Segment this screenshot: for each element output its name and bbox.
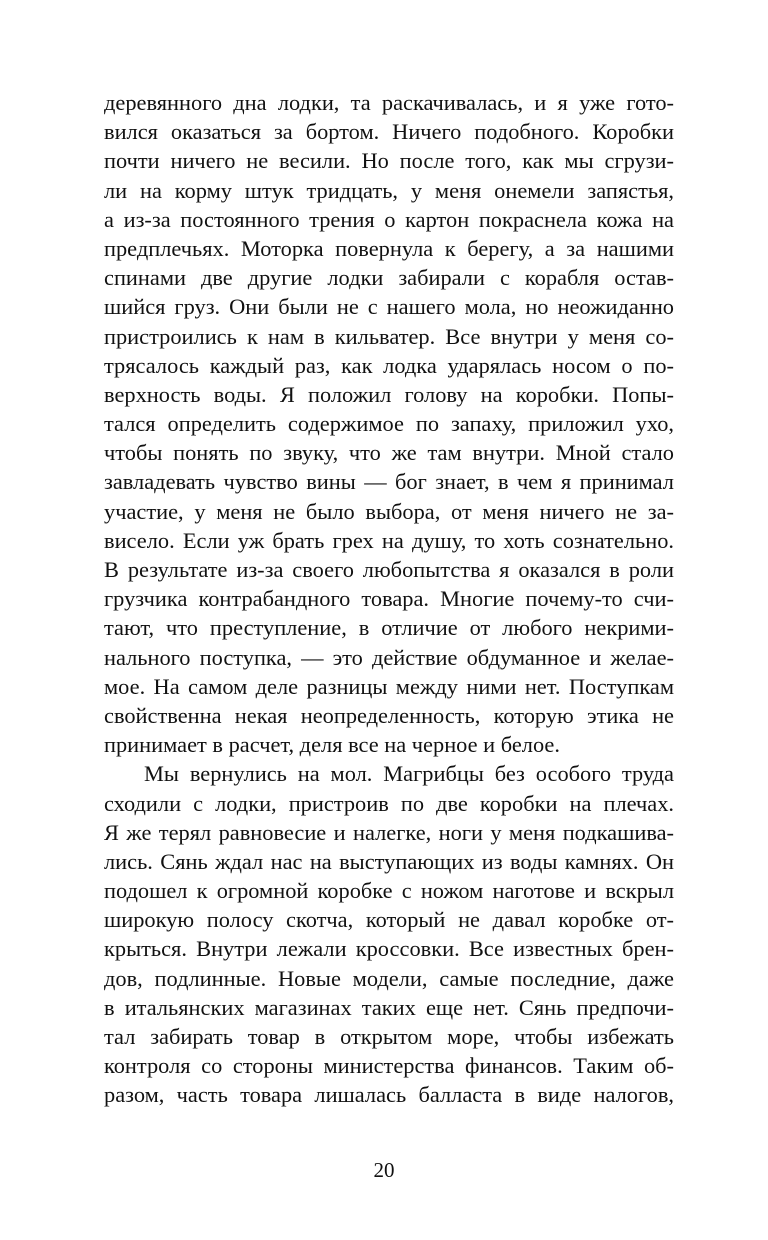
text-line: пристроились к нам в кильватер. Все внутри у меня со- — [104, 323, 674, 349]
text-line: трясалось каждый раз, как лодка ударялась носом о по- — [104, 352, 674, 378]
text-line: Мы вернулись на мол. Магрибцы без особого труда — [144, 761, 674, 787]
text-line: почти ничего не весили. Но после того, как мы сгрузи- — [104, 148, 674, 174]
text-line: вился оказаться за бортом. Ничего подобного. Коробки — [104, 119, 674, 145]
text-line: чтобы понять по звуку, что же там внутри. Мной стало — [104, 440, 674, 466]
text-line: грузчика контрабандного товара. Многие почему-то счи- — [104, 586, 674, 612]
text-line: подошел к огромной коробке с ножом наготове и вскрыл — [104, 878, 674, 904]
text-line: верхность воды. Я положил голову на коробки. Попы- — [104, 381, 674, 407]
text-line: В результате из-за своего любопытства я оказался в роли — [104, 557, 674, 582]
book-page-text — [104, 88, 674, 1110]
text-line: тал забирать товар в открытом море, чтобы избежать — [104, 1024, 674, 1049]
text-line: спинами две другие лодки забирали с корабля остав- — [104, 265, 674, 291]
text-line: в итальянских магазинах таких еще нет. Сянь предпочи- — [104, 994, 674, 1020]
text-line: свойственна некая неопределенность, которую этика не — [104, 702, 674, 728]
text-line: завладевать чувство вины — бог знает, в чем я принимал — [104, 469, 674, 495]
text-line: крыться. Внутри лежали кроссовки. Все известных брен- — [104, 936, 674, 962]
text-line: предплечьях. Моторка повернула к берегу, а за нашими — [104, 235, 674, 261]
text-line: контроля со стороны министерства финансов. Таким об- — [104, 1053, 674, 1079]
text-line: ли на корму штук тридцать, у меня онемели запястья, — [104, 177, 674, 203]
text-line: шийся груз. Они были не с нашего мола, но неожиданно — [104, 294, 674, 320]
text-line: разом, часть товара лишалась балласта в виде налогов, — [104, 1082, 674, 1108]
text-line: широкую полосу скотча, который не давал коробке от- — [104, 907, 674, 933]
text-line: висело. Если уж брать грех на душу, то хоть сознательно. — [104, 527, 674, 553]
text-line: а из-за постоянного трения о картон покраснела кожа на — [104, 206, 674, 232]
paragraph-2 — [104, 759, 674, 1109]
text-line: принимает в расчет, деля все на черное и белое. — [104, 732, 560, 758]
text-line: тался определить содержимое по запаху, приложил ухо, — [104, 411, 674, 437]
text-line: Я же терял равновесие и налегке, ноги у меня подкашива- — [104, 819, 674, 845]
text-line: дов, подлинные. Новые модели, самые последние, даже — [104, 965, 674, 991]
text-line: участие, у меня не было выбора, от меня ничего не за- — [104, 498, 674, 524]
text-line: тают, что преступление, в отличие от любого некрими- — [104, 615, 674, 641]
text-line: нального поступка, — это действие обдуманное и желае- — [104, 644, 674, 670]
page-number: 20 — [373, 1158, 395, 1182]
paragraph-1 — [104, 88, 674, 759]
text-line: сходили с лодки, пристроив по две коробки на плечах. — [104, 790, 674, 816]
text-line: мое. На самом деле разницы между ними нет. Поступкам — [104, 673, 674, 699]
text-line: деревянного дна лодки, та раскачивалась, и я уже гото- — [104, 90, 674, 115]
text-line: лись. Сянь ждал нас на выступающих из воды камнях. Он — [104, 848, 674, 874]
